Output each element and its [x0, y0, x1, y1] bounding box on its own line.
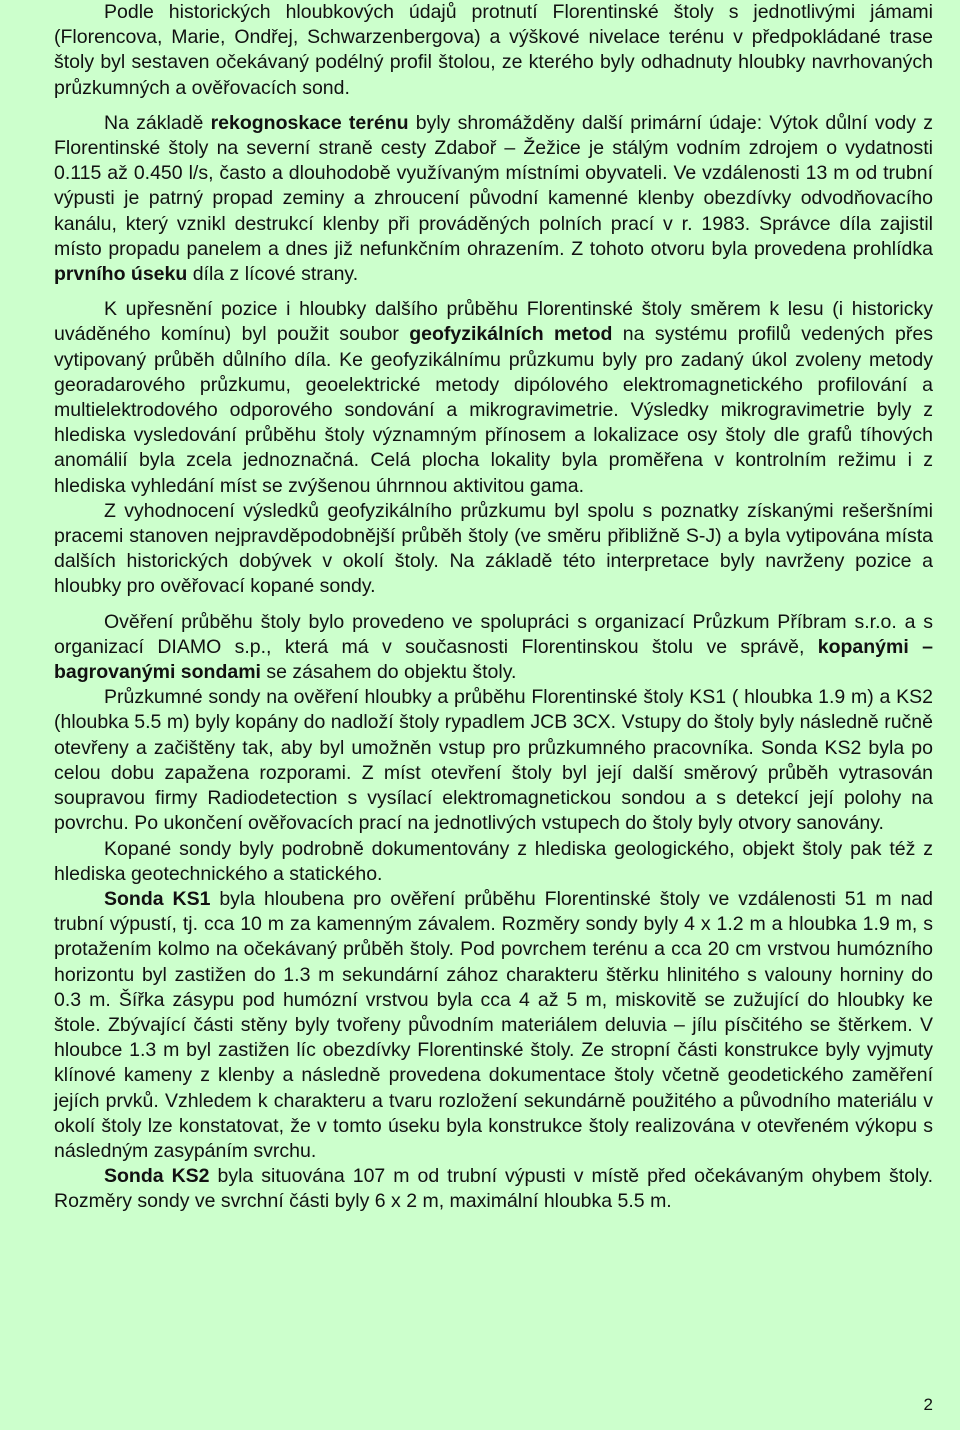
- bold-phrase: prvního úseku: [54, 263, 188, 286]
- text-run: byla situována 107 m od trubní výpusti v místě před očekávaným ohybem štoly. Rozměry sondy ve svrchní části byly 6 x 2 m, maximální hloubka 5.5 m.: [54, 1165, 934, 1213]
- bold-phrase: rekognoskace terénu: [210, 111, 409, 134]
- text-run: K upřesnění pozice i hloubky dalšího průběhu Florentinské štoly směrem k lesu (i historicky uváděného komínu) byl použit soubor: [54, 298, 933, 346]
- paragraph: [54, 0, 933, 101]
- paragraph: [54, 499, 933, 600]
- bold-phrase: Sonda KS2: [104, 1165, 210, 1188]
- page-number: 2: [923, 1395, 933, 1414]
- paragraph: [54, 1164, 933, 1214]
- paragraph: [54, 837, 933, 887]
- text-run: Ověření průběhu štoly bylo provedeno ve spolupráci s organizací Průzkum Příbram s.r.o. a s organizací DIAMO s.p., která má v současnosti Florentinskou štolu ve správě,: [54, 610, 933, 658]
- bold-phrase: kopanými – bagrovanými sondami: [54, 635, 933, 684]
- paragraph: [54, 685, 933, 836]
- text-run: Podle historických hloubkových údajů protnutí Florentinské štoly s jednotlivými jámami (Florencova, Marie, Ondřej, Schwarzenbergova) a výškové nivelace terénu v předpokládané trase štoly byl sestaven očekávaný podélný profil štolou, ze kterého byly odhadnuty hloubky navrhovaných průzkumných a ověřovacích sond.: [54, 1, 933, 99]
- paragraph: [54, 610, 933, 686]
- text-run: Na základě: [104, 111, 211, 134]
- text-run: díla z lícové strany.: [187, 263, 359, 286]
- text-run: Průzkumné sondy na ověření hloubky a průběhu Florentinské štoly KS1 ( hloubka 1.9 m) a KS2 (hloubka 5.5 m) byly kopány do nadloží štoly rypadlem JCB 3CX. Vstupy do štoly byly následně ručně otevřeny a začištěny tak, aby byl umožněn vstup pro průzkumného pracovníka. Sonda KS2 byla po celou dobu zapažena rozporami. Z míst otevření štoly byl její další směrový průběh vytrasován soupravou firmy Radiodetection s vysílací elektromagnetickou sondou a s detekcí její polohy na povrchu. Po ukončení ověřovacích prací na jednotlivých vstupech do štoly byly otvory sanovány.: [54, 686, 933, 835]
- bold-phrase: Sonda KS1: [104, 887, 211, 910]
- text-run: se zásahem do objektu štoly.: [260, 661, 517, 684]
- text-run: na systému profilů vedených přes vytipovaný průběh důlního díla. Ke geofyzikálnímu průzkumu byly pro zadaný úkol zvoleny metody georadarového průzkumu, geoelektrické metody dipólového elektromagnetického profilování a multielektrodového odporového sondování a mikrogravimetrie. Výsledky mikrogravimetrie byly z hlediska vysledování průběhu štoly významným přínosem a lokalizace osy štoly dle grafů tíhových anomálií byla zcela jednoznačná. Celá plocha lokality byla proměřena v kontrolním režimu i z hlediska vyhledání míst se zvýšenou úhrnnou aktivitou gama.: [54, 323, 933, 497]
- text-run: byla hloubena pro ověření průběhu Florentinské štoly ve vzdálenosti 51 m nad trubní výpustí, tj. cca 10 m za kamenným závalem. Rozměry sondy byly 4 x 1.2 m a hloubka 1.9 m, s protažením kolmo na očekávaný průběh štoly. Pod povrchem terénu a cca 20 cm vrstvou humózního horizontu byl zastižen do 1.3 m sekundární zához charakteru štěrku hlinitého s valouny horniny do 0.3 m. Šířka zásypu pod humózní vrstvou byla cca 4 až 5 m, miskovitě se zužující do hloubky ke štole. Zbývající části stěny byly tvořeny původním materiálem deluvia – jílu písčitého se štěrkem. V hloubce 1.3 m byl zastižen líc obezdívky Florentinské štoly. Ze stropní části konstrukce byly vyjmuty klínové kameny z klenby a následně provedena dokumentace štoly včetně geodetického zaměření jejích prvků. Vzhledem k charakteru a tvaru rozložení sekundárně použitého a původního materiálu v okolí štoly lze konstatovat, že v tomto úseku byla konstrukce štoly realizována v otevřeném výkopu s následným zasypáním svrchu.: [54, 887, 934, 1162]
- bold-phrase: geofyzikálních metod: [409, 323, 613, 346]
- text-run: Kopané sondy byly podrobně dokumentovány z hlediska geologického, objekt štoly pak též z hlediska geotechnického a statického.: [54, 837, 933, 885]
- text-run: byly shromážděny další primární údaje: Výtok důlní vody z Florentinské štoly na severní straně cesty Zdaboř – Žežice je stálým vodním zdrojem o vydatnosti 0.115 až 0.450 l/s, často a dlouhodobě využívaným místními obyvateli. Ve vzdálenosti 13 m od trubní výpusti je patrný propad zeminy a zhroucení původní kamenné klenby obezdívky odvodňovacího kanálu, který vznikl destrukcí klenby při prováděných polních prací v r. 1983. Správce díla zajistil místo propadu panelem a dnes již nefunkčním ohrazením. Z tohoto otvoru byla provedena prohlídka: [54, 111, 933, 260]
- document-body: [54, 0, 933, 1215]
- paragraph: [54, 297, 933, 499]
- paragraph: [54, 111, 933, 287]
- text-run: Z vyhodnocení výsledků geofyzikálního průzkumu byl spolu s poznatky získanými rešeršními pracemi stanoven nejpravděpodobnější průběh štoly (ve směru přibližně S-J) a byla vytipována místa dalších historických dobývek v okolí štoly. Na základě této interpretace byly navrženy pozice a hloubky pro ověřovací kopané sondy.: [54, 499, 933, 598]
- paragraph: [54, 887, 933, 1164]
